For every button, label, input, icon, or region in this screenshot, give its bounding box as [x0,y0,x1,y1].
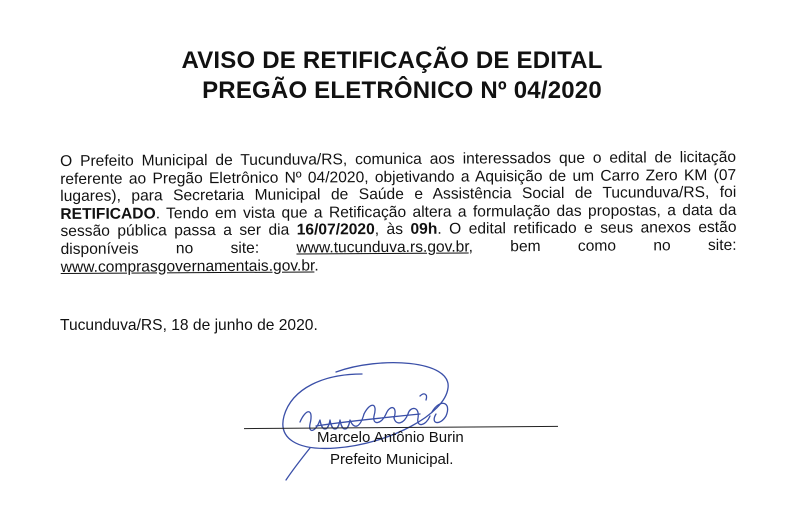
body-text-part6: . [314,256,319,275]
notice-subtitle: PREGÃO ELETRÔNICO Nº 04/2020 [202,77,602,104]
notice-title: AVISO DE RETIFICAÇÃO DE EDITAL [181,47,603,74]
retificado-emphasis: RETIFICADO [60,205,156,223]
body-text-part2: . Tendo em vista que a Retificação altera a formulação das propostas, a data da sessão pública passa a ser dia [60,201,737,241]
body-text-part4: . O edital retificado e seus anexos estão disponíveis no site: [60,219,737,258]
session-time: 09h [410,221,438,239]
body-text-part5: , bem como no site: [468,236,737,256]
session-date: 16/07/2020 [296,221,375,239]
body-text-part3: , às [374,221,411,239]
signatory-role: Prefeito Municipal. [330,451,454,468]
signatory-name: Marcelo Antônio Burin [317,429,464,446]
place-and-date: Tucunduva/RS, 18 de junho de 2020. [60,317,318,334]
notice-body [60,149,737,276]
government-purchases-site-link[interactable]: www.comprasgovernamentais.gov.br [60,257,315,276]
municipal-site-link[interactable]: www.tucunduva.rs.gov.br [296,238,469,257]
body-text-part1: O Prefeito Municipal de Tucunduva/RS, comunica aos interessados que o edital de licitação referente ao Pregão Eletrônico Nº 04/2020, objetivando a Aquisição de um Carro Zero KM (07 lugares), para Secretaria Municipal de Saúde e Assistência Social de Tucunduva/RS, foi [60,148,737,206]
